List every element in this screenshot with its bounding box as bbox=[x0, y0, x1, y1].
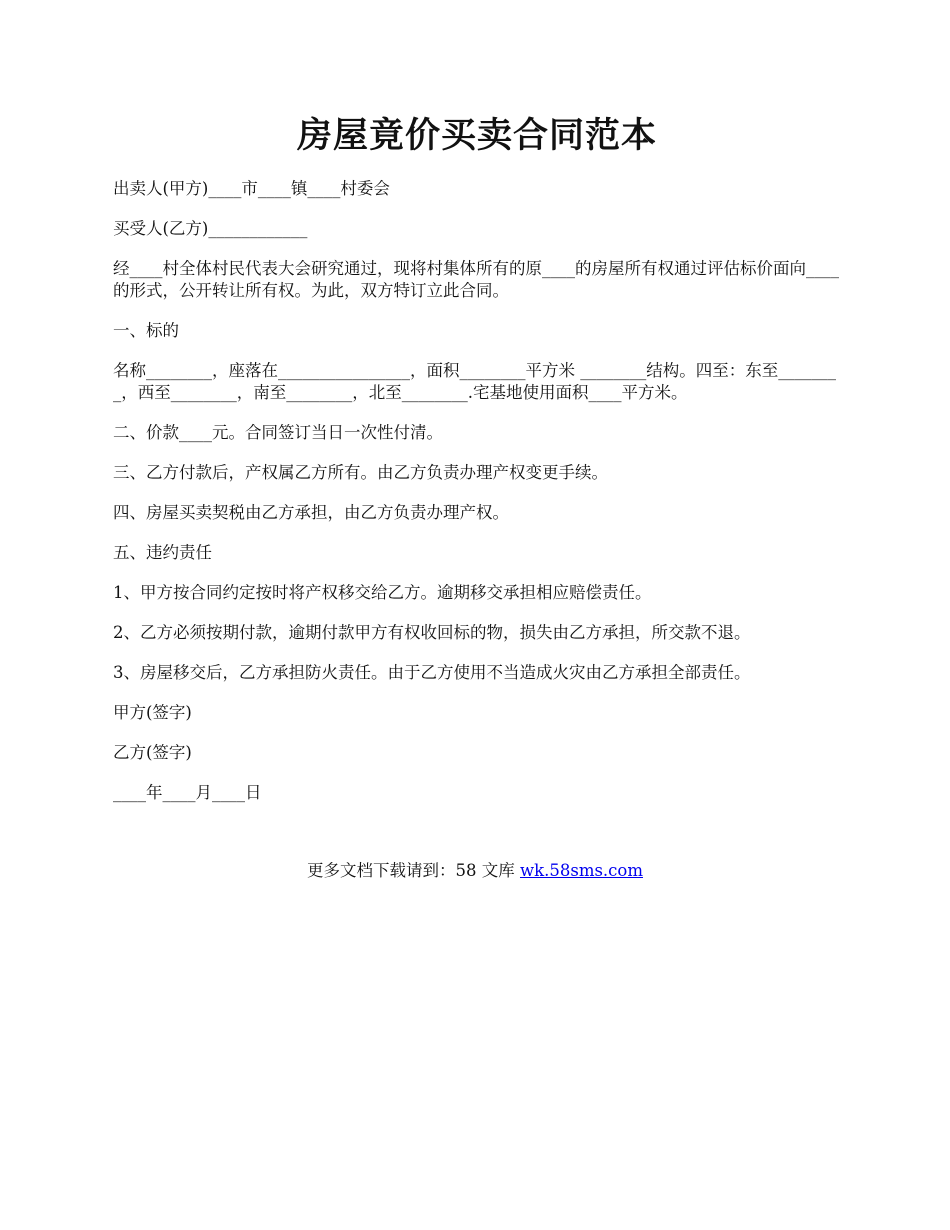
party-b-signature: 乙方(签字) bbox=[113, 743, 192, 762]
buyer-line: 买受人(乙方)____________ bbox=[113, 219, 308, 238]
subject-details-paragraph: 名称________，座落在________________，面积________平方米 ________结构。四至：东至________，西至________，南至________，北至________.宅基地使用面积____平方米。 bbox=[113, 361, 836, 402]
tax-clause: 四、房屋买卖契税由乙方承担，由乙方负责办理产权。 bbox=[113, 503, 509, 522]
liability-item-3: 3、房屋移交后，乙方承担防火责任。由于乙方使用不当造成火灾由乙方承担全部责任。 bbox=[113, 663, 751, 682]
date-line: ____年____月____日 bbox=[113, 783, 262, 802]
preamble-paragraph: 经____村全体村民代表大会研究通过，现将村集体所有的原____的房屋所有权通过评估标价面向____ 的形式，公开转让所有权。为此，双方特订立此合同。 bbox=[113, 259, 839, 300]
party-a-signature: 甲方(签字) bbox=[113, 703, 192, 722]
footer-prefix: 更多文档下载请到：58 文库 bbox=[306, 861, 520, 880]
liability-item-1: 1、甲方按合同约定按时将产权移交给乙方。逾期移交承担相应赔偿责任。 bbox=[113, 583, 652, 602]
price-clause: 二、价款____元。合同签订当日一次性付清。 bbox=[113, 423, 443, 442]
document-title: 房屋竟价买卖合同范本 bbox=[296, 115, 657, 156]
seller-line: 出卖人(甲方)____市____镇____村委会 bbox=[113, 179, 390, 198]
ownership-clause: 三、乙方付款后，产权属乙方所有。由乙方负责办理产权变更手续。 bbox=[113, 463, 608, 482]
document-page bbox=[113, 112, 841, 822]
section-heading-subject: 一、标的 bbox=[113, 321, 179, 340]
section-heading-liability: 五、违约责任 bbox=[113, 543, 212, 562]
download-footer bbox=[0, 860, 950, 882]
footer-link[interactable]: wk.58sms.com bbox=[519, 861, 643, 880]
liability-item-2: 2、乙方必须按期付款，逾期付款甲方有权收回标的物，损失由乙方承担，所交款不退。 bbox=[113, 623, 751, 642]
